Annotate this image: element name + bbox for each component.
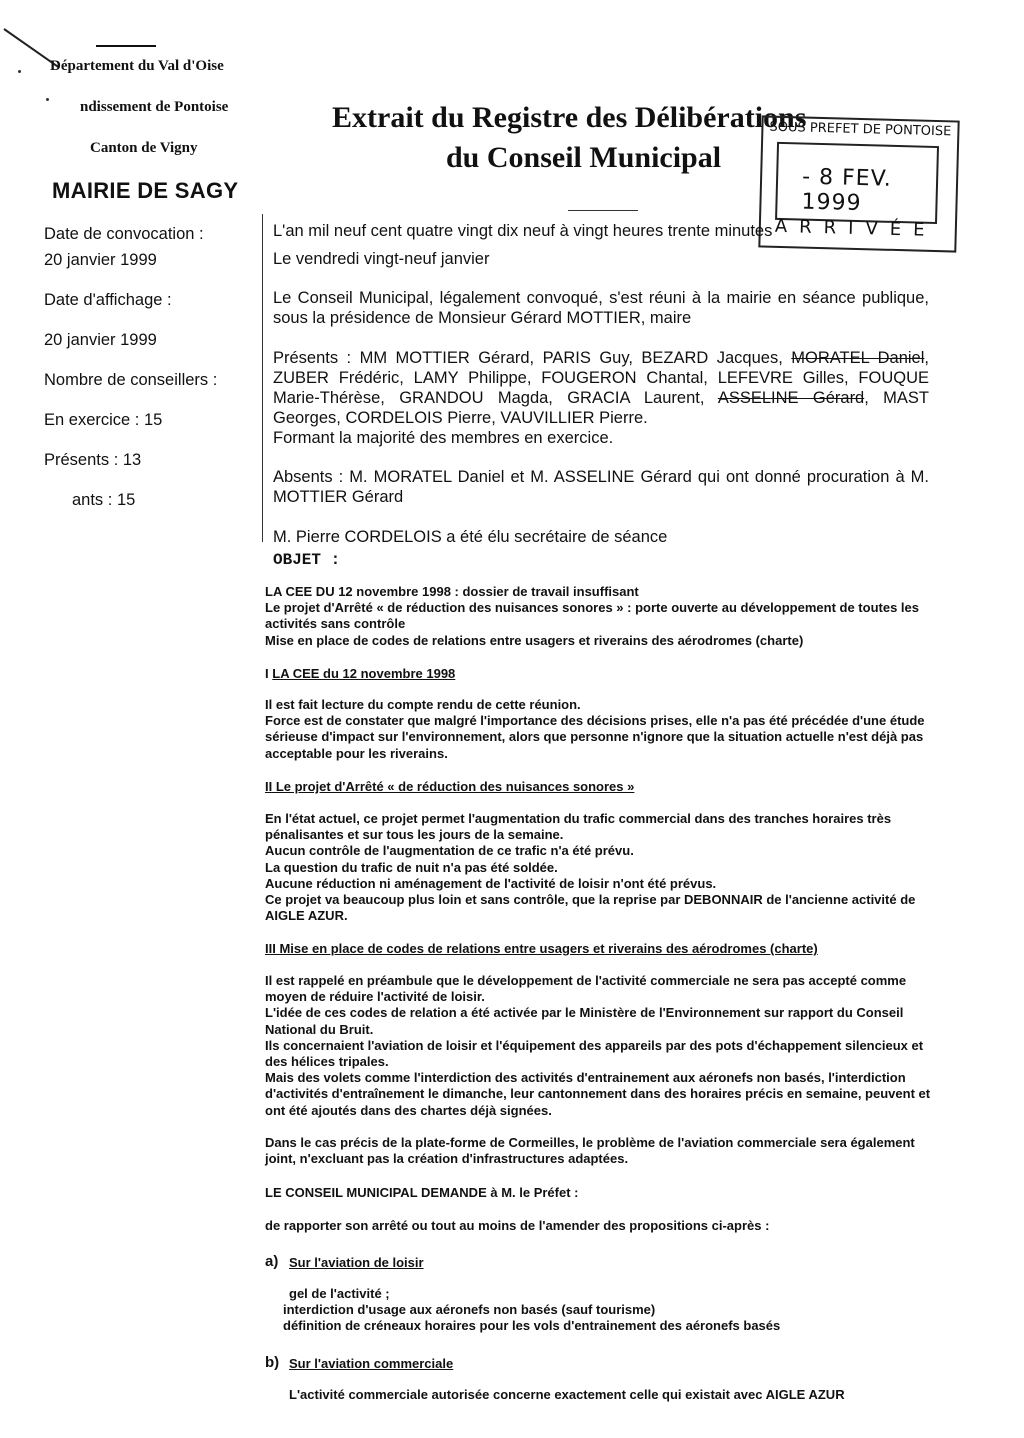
section2-line: La question du trafic de nuit n'a pas été soldée.	[265, 859, 558, 875]
objet-label: OBJET :	[273, 551, 341, 569]
struck-name: ASSELINE Gérard	[717, 389, 865, 407]
presents-text: Présents : MM MOTTIER Gérard, PARIS Guy, BEZARD Jacques,	[273, 349, 783, 367]
objet-line: Mise en place de codes de relations entre usagers et riverains des aérodromes (charte)	[265, 632, 804, 648]
item-a-entry: définition de créneaux horaires pour les vols d'entrainement des aéronefs basés	[283, 1318, 781, 1334]
item-a-entry: interdiction d'usage aux aéronefs non basés (sauf tourisme)	[283, 1302, 656, 1318]
objet-line: Le projet d'Arrêté « de réduction des nuisances sonores » : porte ouverte au développement de toutes les activités sans contrôle	[265, 600, 919, 632]
convocation-date: 20 janvier 1999	[44, 251, 157, 269]
header-rule	[96, 45, 156, 47]
document-title-line2: du Conseil Municipal	[446, 141, 722, 174]
votants-count: ants : 15	[72, 491, 136, 509]
departement-label: Département du Val d'Oise	[50, 58, 224, 74]
presents-paragraph	[273, 348, 929, 428]
stamp-date-box	[775, 142, 939, 224]
scan-dot	[46, 98, 49, 101]
item-a-letter: a)	[265, 1253, 279, 1270]
convocation-paragraph: Le Conseil Municipal, légalement convoqué, s'est réuni à la mairie en séance publique, sous la présidence de Monsieur Gérard MOTTIER, maire	[273, 289, 929, 327]
section1-body	[265, 697, 935, 762]
demande-title: LE CONSEIL MUNICIPAL DEMANDE à M. le Préfet :	[265, 1185, 579, 1200]
document-title-line1: Extrait du Registre des Délibérations	[332, 101, 807, 134]
section1-heading	[265, 666, 935, 682]
secretaire-line: M. Pierre CORDELOIS a été élu secrétaire de séance	[273, 528, 668, 546]
absents-paragraph: Absents : M. MORATEL Daniel et M. ASSELINE Gérard qui ont donné procuration à M. MOTTIER Gérard	[273, 468, 929, 506]
canton-label: Canton de Vigny	[90, 140, 198, 156]
cormeilles-paragraph: Dans le cas précis de la plate-forme de Cormeilles, le problème de l'aviation commerciale sera également joint, n'excluant pas la création d'infrastructures adaptées.	[265, 1135, 915, 1167]
section2-body	[265, 811, 935, 924]
affichage-date: 20 janvier 1999	[44, 331, 157, 349]
section2-line: Aucun contrôle de l'augmentation de ce trafic n'a été prévu.	[265, 843, 634, 859]
section3-line: Mais des volets comme l'interdiction des activités d'entrainement aux aéronefs non basés, l'interdiction d'activités d'entraînement le dimanche, leur cantonnement dans des horaires précis en semaine, peuvent et ont été ajoutés dans des chartes déjà signées.	[265, 1070, 931, 1118]
item-a-list	[283, 1286, 903, 1335]
item-b-heading: Sur l'aviation commerciale	[289, 1356, 454, 1371]
section3-heading: III Mise en place de codes de relations entre usagers et riverains des aérodromes (charte)	[265, 941, 818, 956]
en-exercice: En exercice : 15	[44, 411, 163, 429]
stamp-arrivee: ARRIVÉE	[774, 215, 937, 242]
affichage-label: Date d'affichage :	[44, 291, 172, 309]
mairie-title: MAIRIE DE SAGY	[52, 178, 239, 203]
scan-dot	[18, 70, 21, 73]
section2-line: Aucune réduction ni aménagement de l'activité de loisir n'ont été prévus.	[265, 875, 717, 891]
nombre-conseillers-label: Nombre de conseillers :	[44, 371, 218, 389]
stamp-office: SOUS PREFET DE PONTOISE	[769, 119, 952, 140]
item-a-entry: gel de l'activité ;	[289, 1286, 390, 1301]
item-a-heading: Sur l'aviation de loisir	[289, 1255, 424, 1270]
section1-prefix: I	[265, 666, 269, 681]
session-date: Le vendredi vingt-neuf janvier	[273, 250, 490, 268]
section1-line: Force est de constater que malgré l'importance des décisions prises, elle n'a pas été précédée d'une étude sérieuse d'impact sur l'environnement, alors que personne n'ignore que la situation actuelle n'est déjà pas acceptable pour les riverains.	[265, 713, 925, 761]
item-b-text: L'activité commerciale autorisée concerne exactement celle qui existait avec AIGLE AZUR	[289, 1387, 845, 1402]
objet-block	[265, 584, 935, 649]
arrondissement-label: ndissement de Pontoise	[80, 99, 229, 115]
section2-heading: II Le projet d'Arrêté « de réduction des nuisances sonores »	[265, 779, 635, 794]
presents-text: , ZUBER Frédéric, LAMY Philippe, FOUGERON Chantal, LEFEVRE Gilles, FOUQUE Marie-Thérèse, GRANDOU Magda, GRACIA Laurent,	[273, 349, 929, 407]
presents-text: , MAST Georges, CORDELOIS Pierre, VAUVILLIER Pierre.	[273, 389, 929, 427]
stamp-date: - 8 FEV. 1999	[801, 164, 893, 217]
session-opening: L'an mil neuf cent quatre vingt dix neuf à vingt heures trente minutes	[273, 222, 773, 240]
struck-name: MORATEL Daniel	[791, 349, 925, 367]
column-divider	[262, 214, 263, 542]
presents-count: Présents : 13	[44, 451, 142, 469]
majorite-line: Formant la majorité des membres en exercice.	[273, 429, 614, 447]
demande-intro: de rapporter son arrêté ou tout au moins de l'amender des propositions ci-après :	[265, 1218, 770, 1233]
section3-body	[265, 973, 935, 1119]
objet-line: LA CEE DU 12 novembre 1998 : dossier de travail insuffisant	[265, 584, 639, 599]
section3-line: Il est rappelé en préambule que le développement de l'activité commerciale ne sera pas accepté comme moyen de réduire l'activité de loisir.	[265, 973, 907, 1005]
convocation-label: Date de convocation :	[44, 225, 204, 243]
section3-line: Ils concernaient l'aviation de loisir et l'équipement des appareils par des pots d'échappement silencieux et des hélices tripales.	[265, 1037, 924, 1070]
section1-line: Il est fait lecture du compte rendu de cette réunion.	[265, 697, 581, 712]
section2-line: En l'état actuel, ce projet permet l'augmentation du trafic commercial dans des tranches horaires très pénalisantes et sur tous les jours de la semaine.	[265, 811, 892, 843]
section1-title: LA CEE du 12 novembre 1998	[272, 666, 456, 681]
section2-line: Ce projet va beaucoup plus loin et sans contrôle, que la reprise par DEBONNAIR de l'ancienne activité de AIGLE AZUR.	[265, 892, 916, 924]
item-b-letter: b)	[265, 1354, 280, 1371]
section3-line: L'idée de ces codes de relation a été activée par le Ministère de l'Environnement sur rapport du Conseil National du Bruit.	[265, 1005, 904, 1037]
title-rule	[568, 210, 638, 211]
